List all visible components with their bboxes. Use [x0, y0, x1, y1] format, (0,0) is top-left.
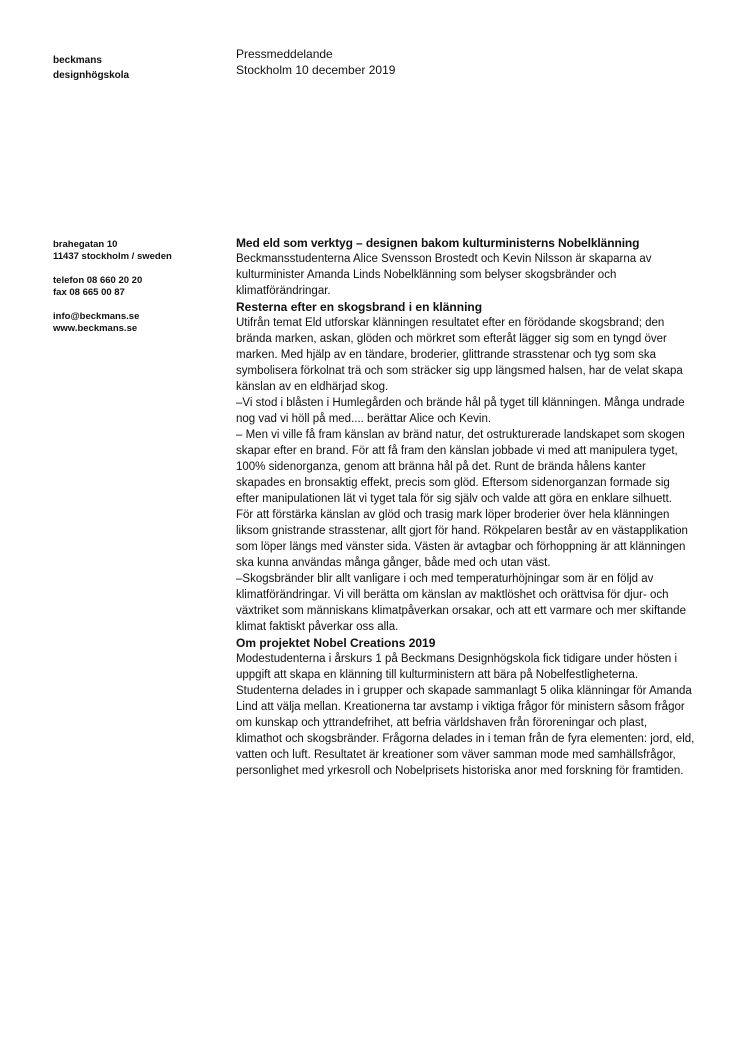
document-type: Pressmeddelande — [236, 47, 333, 61]
document-header — [236, 46, 395, 78]
online-contact — [53, 311, 223, 335]
paragraph: Modestudenterna i årskurs 1 på Beckmans Designhögskola fick tidigare under hösten i uppgift att skapa en klänning till kulturministern att bära på Nobelfestligheterna. Studenterna delades in i grupper och skapade sammanlagt 5 olika klänningar för Amanda Lind att välja mellan. Kreationerna tar avstamp i viktiga frågor för ministern såsom frågor om kunskap och yttrandefrihet, att befria världshaven från föroreningar och plast, klimathot och skogsbränder. Frågorna delades in i teman från de fyra elementen: jord, eld, vatten och luft. Resultatet är kreationer som väver samman mode med samhällsfrågor, personlighet med yrkesroll och Nobelprisets historiska anor med forskning för framtiden. — [236, 653, 695, 777]
logo-line-2: designhögskola — [53, 70, 130, 81]
quote-paragraph: –Skogsbränder blir allt vanligare i och med temperaturhöjningar som är en följd av klimatförändringar. Vi vill berätta om känslan av maktlöshet och orättvisa för djur- och växtriket som människans klimatpåverkan orsakar, och att ett varmare och mer skiftande klimat faktiskt påverkar oss alla. — [236, 573, 686, 633]
paragraph: Utifrån temat Eld utforskar klänningen resultatet efter en förödande skogsbrand; den brända marken, askan, glöden och mörkret som efteråt lägger sig som en tyngd över marken. Med hjälp av en tändare, broderier, glittrande strasstenar och tyg som ska symbolisera förkolnat trä och som sträcker sig upp längsmed halsen, har de velat skapa känslan av en eldhärjad skog. — [236, 317, 683, 393]
logo — [53, 53, 129, 83]
section-heading-nobel-creations: Om projektet Nobel Creations 2019 — [236, 636, 436, 650]
city-address: 11437 stockholm / sweden — [53, 251, 172, 262]
article-body — [236, 235, 696, 779]
phone-fax — [53, 275, 223, 299]
website-link[interactable]: www.beckmans.se — [53, 323, 138, 334]
intro-paragraph: Beckmansstudenterna Alice Svensson Brostedt och Kevin Nilsson är skaparna av kulturminister Amanda Linds Nobelklänning som belyser skogsbränder och klimatförändringar. — [236, 253, 652, 297]
fax-number: fax 08 665 00 87 — [53, 287, 125, 298]
article-title: Med eld som verktyg – designen bakom kulturministerns Nobelklänning — [236, 236, 640, 250]
paragraph: För att förstärka känslan av glöd och trasig mark löper broderier över hela klänningen liksom gnistrande strasstenar, allt gjort för hand. Rökpelaren består av en västapplikation som löper längs med vänster sida. Västen är avtagbar och förhoppning är att klänningen ska kunna användas många gånger, både med och utan väst. — [236, 509, 688, 569]
logo-line-1: beckmans — [53, 55, 102, 66]
phone-number: telefon 08 660 20 20 — [53, 275, 143, 286]
email-link[interactable]: info@beckmans.se — [53, 311, 140, 322]
section-heading-forest-fire: Resterna efter en skogsbrand i en klänning — [236, 300, 483, 314]
quote-paragraph: –Vi stod i blåsten i Humlegården och brände hål på tyget till klänningen. Många undrade nog vad vi höll på med.... berättar Alice och Kevin. — [236, 397, 685, 425]
date-line: Stockholm 10 december 2019 — [236, 63, 396, 77]
quote-paragraph: – Men vi ville få fram känslan av bränd natur, det ostrukturerade landskapet som skogen skapar efter en brand. För att få fram den känslan jobbade vi med att manipulera tyget, 100% sidenorganza, genom att bränna hål på det. Runt de brända hålens kanter skapades en bronsaktig effekt, precis som glöd. Eftersom sidenorganzan formade sig efter manipulationen lät vi tyget tala för sig själv och valde att göra en enklare silhuett. — [236, 429, 685, 505]
address — [53, 239, 223, 263]
contact-block — [53, 239, 223, 347]
street-address: brahegatan 10 — [53, 239, 118, 250]
